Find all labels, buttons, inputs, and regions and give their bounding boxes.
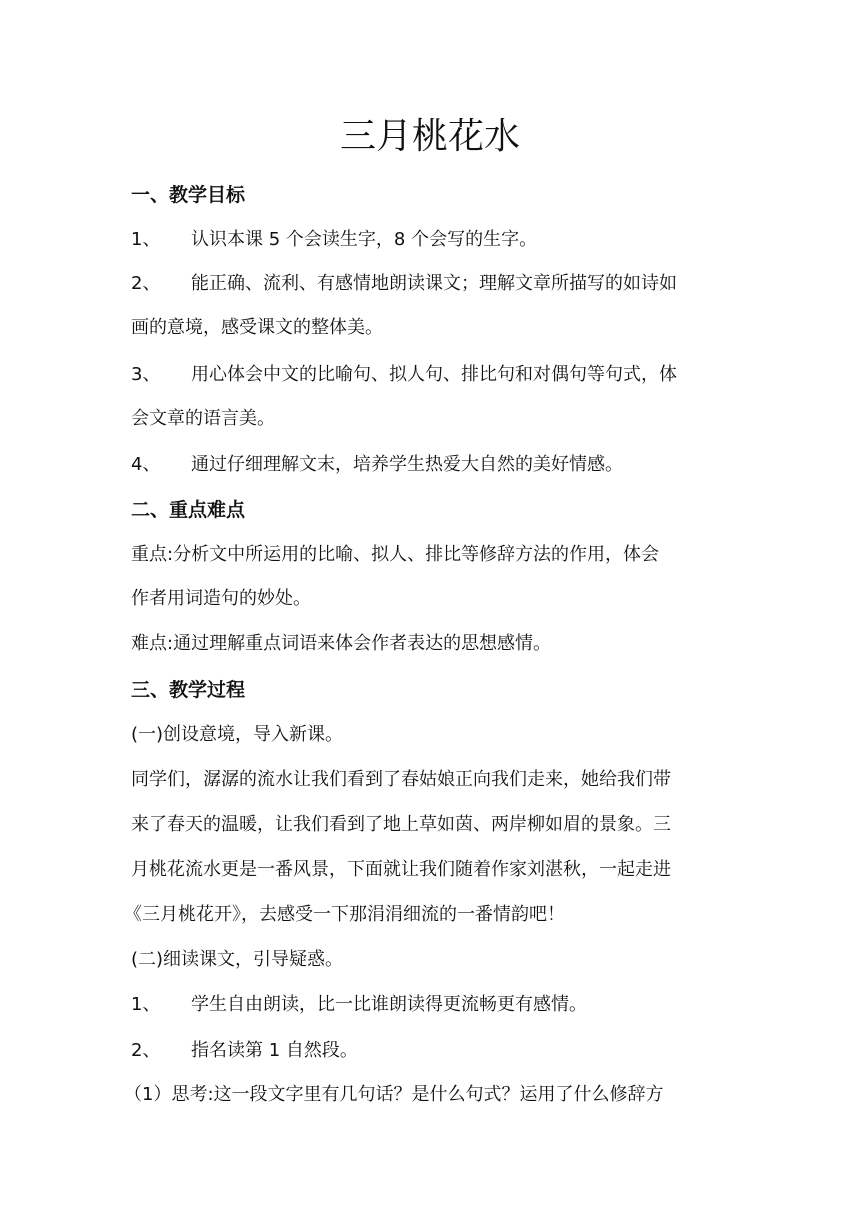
objective-item-3-continuation: 会文章的语言美。 — [131, 408, 275, 429]
intro-paragraph-line-1: 同学们，潺潺的流水让我们看到了春姑娘正向我们走来，她给我们带 — [131, 769, 671, 790]
objective-item-4 — [131, 451, 731, 479]
list-number: 2、 — [131, 1040, 161, 1061]
reading-item-1 — [131, 991, 731, 1019]
objective-item-3 — [131, 361, 731, 389]
list-number: 1、 — [131, 229, 161, 250]
list-number: 4、 — [131, 454, 161, 475]
section-heading-key-points: 二、重点难点 — [131, 499, 246, 521]
list-number: 2、 — [131, 273, 161, 294]
objective-item-2-continuation: 画的意境，感受课文的整体美。 — [131, 317, 383, 338]
document-title: 三月桃花水 — [339, 116, 520, 157]
reading-item-2 — [131, 1037, 731, 1065]
list-number: 1、 — [131, 994, 161, 1015]
list-text: 通过仔细理解文末，培养学生热爱大自然的美好情感。 — [191, 454, 623, 475]
intro-paragraph-line-3: 月桃花流水更是一番风景，下面就让我们随着作家刘湛秋，一起走进 — [131, 859, 671, 880]
list-number: 3、 — [131, 364, 161, 385]
difficulty-line: 难点:通过理解重点词语来体会作者表达的思想感情。 — [131, 633, 552, 654]
intro-paragraph-line-2: 来了春天的温暖，让我们看到了地上草如茵、两岸柳如眉的景象。三 — [131, 814, 671, 835]
list-text: 学生自由朗读，比一比谁朗读得更流畅更有感情。 — [191, 994, 587, 1015]
section-heading-process: 三、教学过程 — [131, 679, 246, 701]
intro-paragraph-line-4: 《三月桃花开》，去感受一下那涓涓细流的一番情韵吧！ — [124, 904, 565, 925]
key-point-line-2: 作者用词造句的妙处。 — [131, 588, 311, 609]
sub-question-1: （1）思考:这一段文字里有几句话？是什么句式？运用了什么修辞方 — [124, 1084, 664, 1105]
list-text: 认识本课 5 个会读生字，8 个会写的生字。 — [191, 229, 538, 250]
process-step-1: (一)创设意境，导入新课。 — [131, 724, 344, 745]
list-text: 指名读第 1 自然段。 — [191, 1040, 358, 1061]
objective-item-1 — [131, 226, 731, 254]
list-text: 能正确、流利、有感情地朗读课文；理解文章所描写的如诗如 — [191, 273, 677, 294]
key-point-line-1: 重点:分析文中所运用的比喻、拟人、排比等修辞方法的作用，体会 — [131, 544, 660, 565]
process-step-2: (二)细读课文，引导疑惑。 — [131, 949, 344, 970]
list-text: 用心体会中文的比喻句、拟人句、排比句和对偶句等句式，体 — [191, 364, 677, 385]
section-heading-objectives: 一、教学目标 — [131, 184, 246, 206]
objective-item-2 — [131, 270, 731, 298]
